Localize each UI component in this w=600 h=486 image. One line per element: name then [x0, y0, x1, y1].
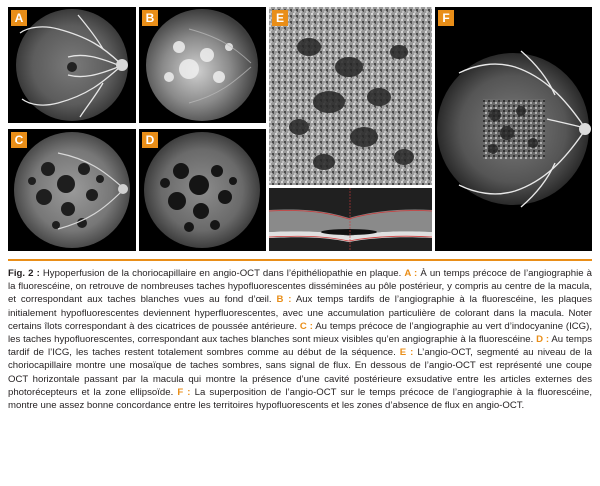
caption-text-e: L’angio-OCT, segmenté au niveau de la choriocapillaire montre une mosaïque de taches sombres, sans signal de flux. En dessous de l’angio-OCT est représenté une coupe OCT horizontale passant par la macula qui montre la présence d’une cavité postérieure exsudative entre les articles externes des photorécepteurs et la zone ellipsoïde.: [8, 347, 592, 398]
caption-intro: Hypoperfusion de la choriocapillaire en angio-OCT dans l’épithéliopathie en plaque.: [39, 268, 405, 279]
caption-label-e: E :: [399, 347, 414, 359]
panel-a-image: [8, 7, 136, 123]
caption-label-a: A :: [404, 268, 418, 279]
fundus-image-d: [139, 129, 266, 251]
panel-c-image: [8, 129, 136, 251]
oct-bscan-image: [269, 188, 432, 251]
caption-label-c: C :: [299, 320, 313, 332]
caption-label-d: D :: [536, 334, 550, 346]
panel-letter-b: B: [142, 10, 158, 26]
figure-label: Fig. 2 :: [8, 268, 40, 279]
panel-f-image: [435, 7, 592, 251]
panel-letter-f: F: [438, 10, 454, 26]
caption-text-a: À un temps précoce de l’angiographie à la fluorescéine, on retrouve de nombreuses taches hypofluorescentes disséminées au pôle postérieur, y compris au centre de la macula, et correspondant aux taches blanches vues au fond d’œil.: [8, 268, 592, 306]
fundus-image-b: [139, 7, 266, 123]
angio-oct-image-e: [269, 7, 432, 185]
caption-text-f: La superposition de l’angio-OCT sur le temps précoce de l’angiographie à la fluorescéine, montre une assez bonne concordance entre les territoires hypofluorescents et les zones d’absence de flux en angio-OCT.: [8, 386, 592, 412]
panel-d-image: [139, 129, 266, 251]
caption-text-d: Au temps tardif de l’ICG, les taches restent totalement sombres comme au début de la séquence.: [8, 334, 593, 359]
caption-label-f: F :: [177, 386, 191, 398]
caption-label-b: B :: [276, 294, 292, 306]
panel-e-image: [269, 7, 432, 185]
oct-section-image: [269, 188, 432, 251]
panel-letter-c: C: [11, 132, 27, 148]
caption-text-b: Aux temps tardifs de l’angiographie à la fluorescéine, les plaques initialement hypofluorescentes deviennent hyperfluorescentes, avec une accumulation particulière de colorant dans la macula. Noter certains îlots correspondant à des cicatrices de poussée antérieure.: [8, 294, 592, 332]
panel-letter-e: E: [272, 10, 288, 26]
panel-letter-d: D: [142, 132, 158, 148]
panel-letter-a: A: [11, 10, 27, 26]
caption-text-c: Au temps précoce de l’angiographie au vert d’indocyanine (ICG), les taches hypofluorescentes, correspondant aux taches blanches sont mieux visibles qu’en angiographie à la fluorescéine.: [8, 320, 593, 346]
fundus-image-a: [8, 7, 136, 123]
figure-caption: [8, 259, 592, 412]
overlay-image-f: [435, 7, 592, 251]
panel-b-image: [139, 7, 266, 123]
fundus-image-c: [8, 129, 136, 251]
